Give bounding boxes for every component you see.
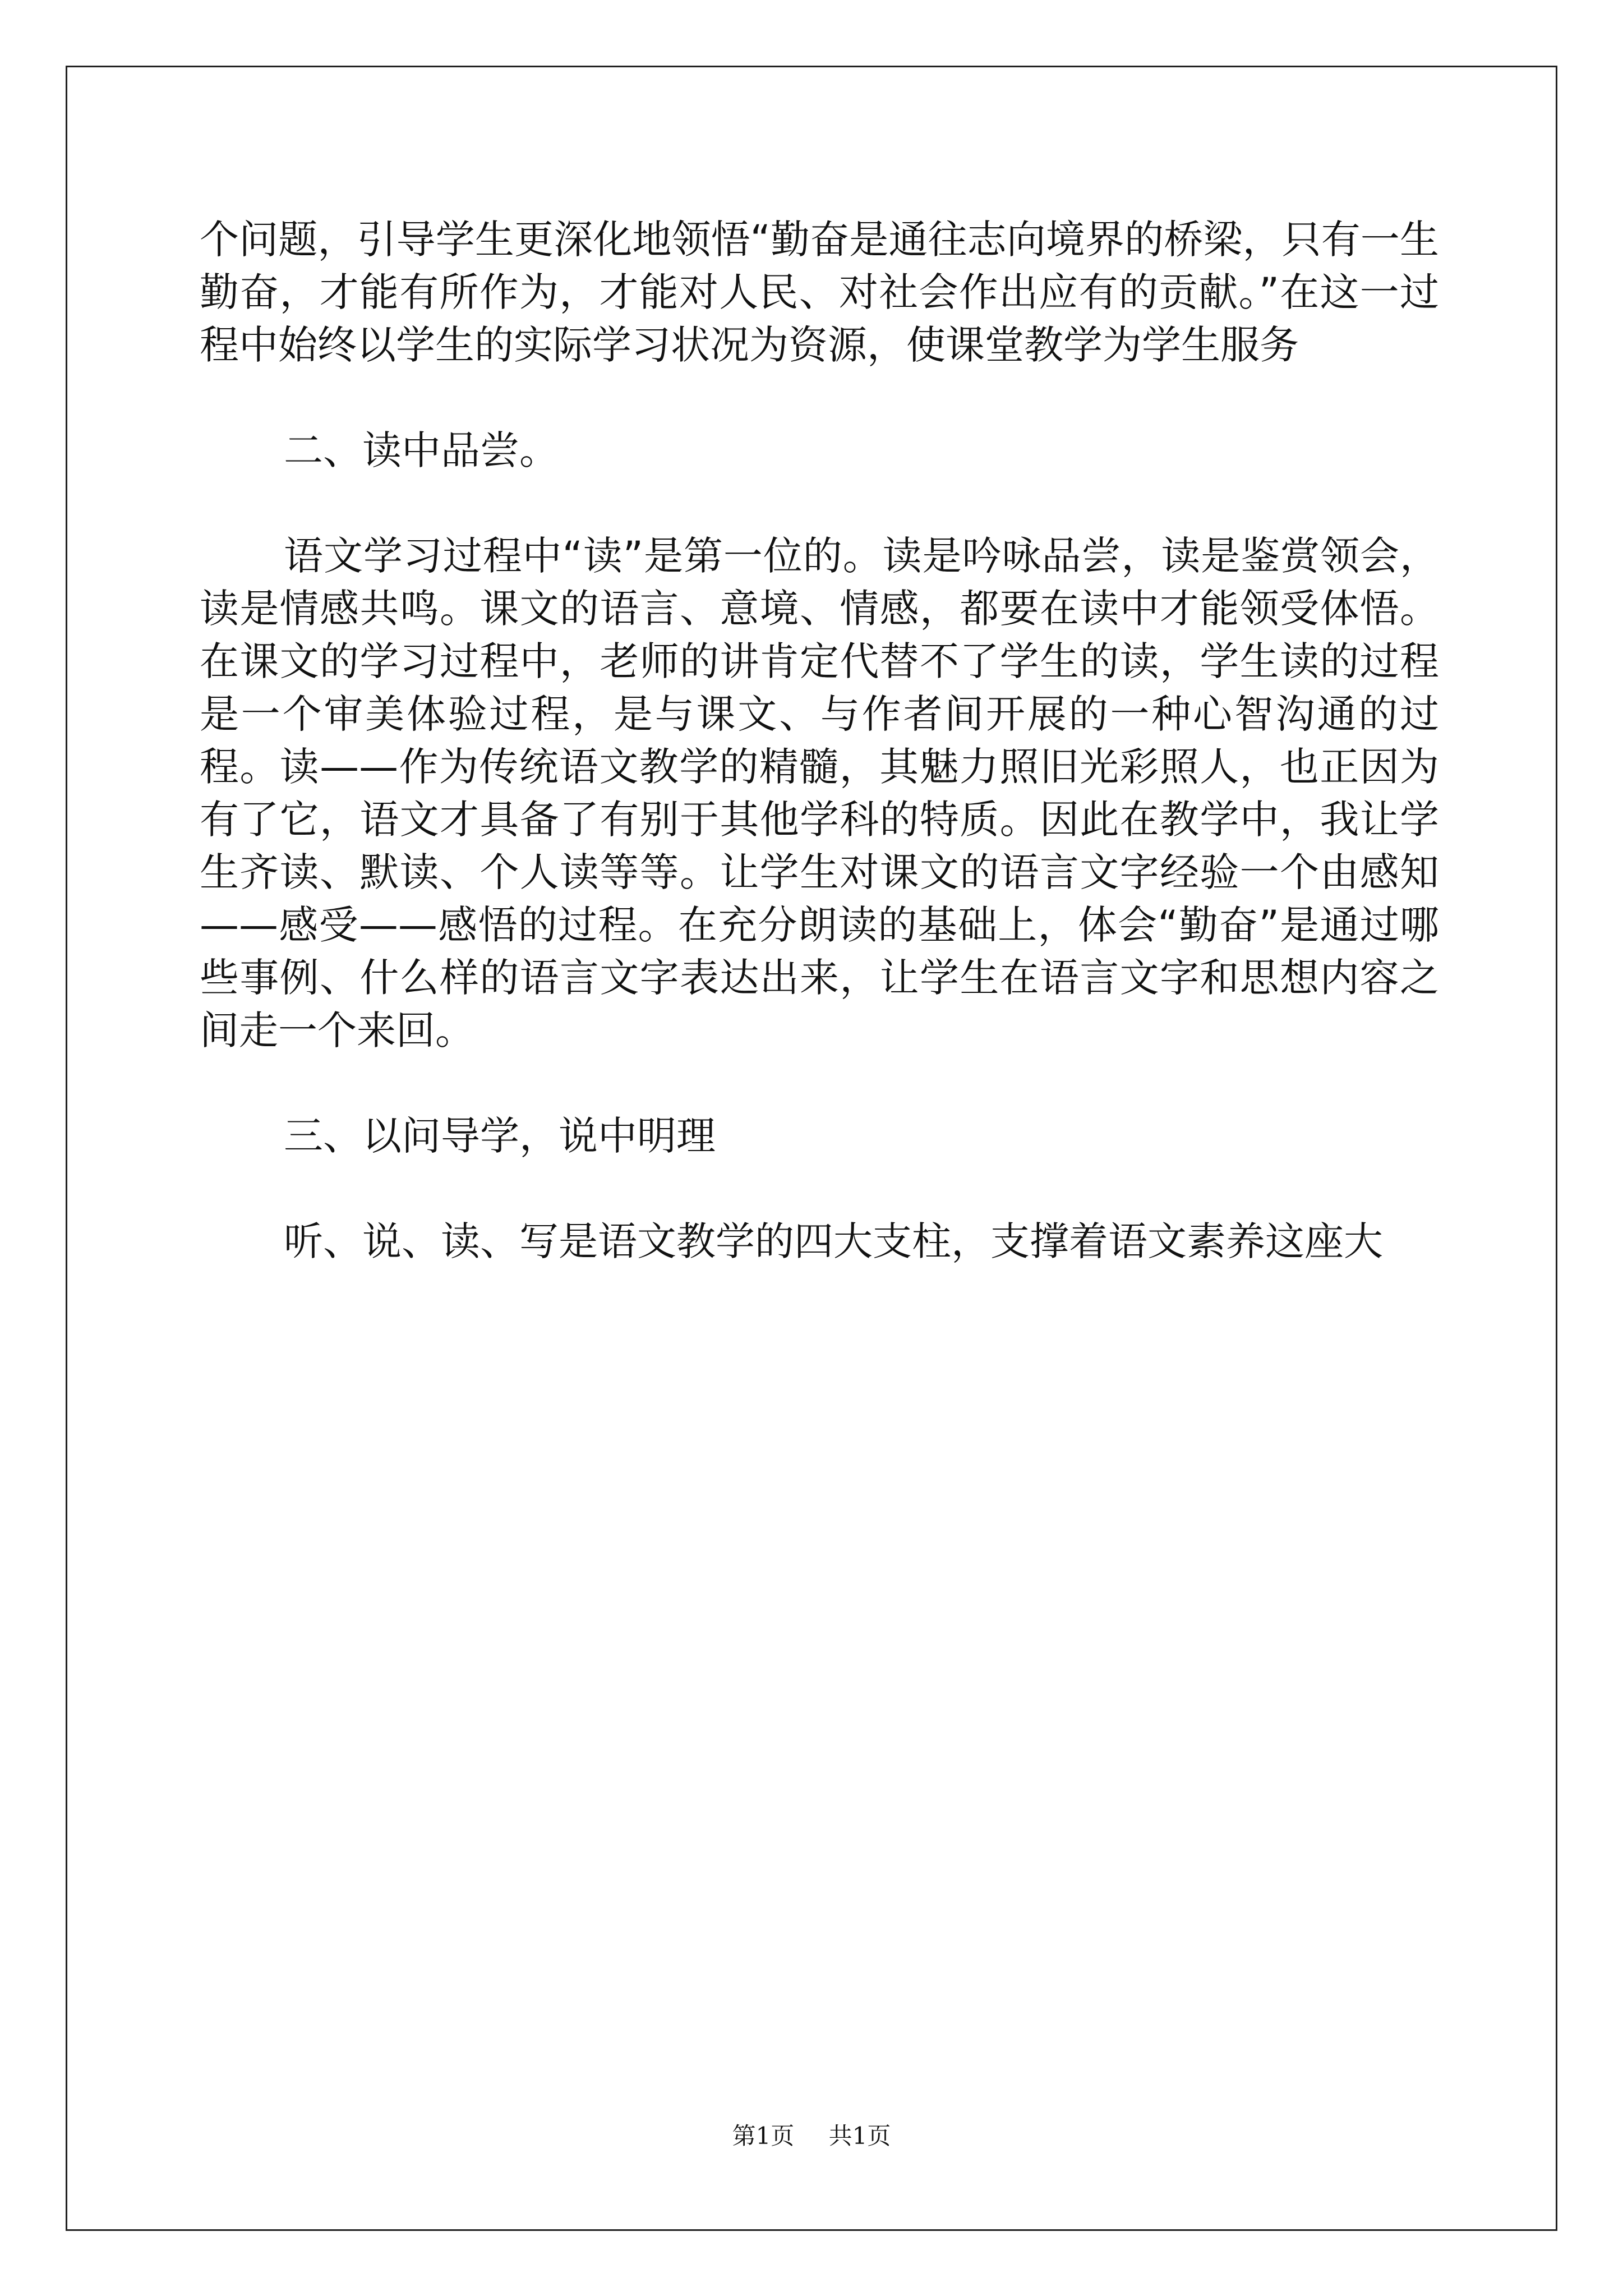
section-heading-3: 三、以问导学，说中明理 [284,1113,716,1159]
page-total: 共1页 [828,2122,891,2150]
section-heading-2: 二、读中品尝。 [284,427,559,473]
paragraph-last: 听、说、读、写是语文教学的四大支柱，支撑着语文素养这座大 [284,1218,1383,1264]
paragraph-reading: 语文学习过程中“读”是第一位的。读是吟咏品尝，读是鉴赏领会，读是情感共鸣。课文的语言、意境、情感，都要在读中才能领受体悟。在课文的学习过程中，老师的讲肯定代替不了学生的读，学生读的过程是一个审美体验过程，是与课文、与作者间开展的一种心智沟通的过程。读——作为传统语文教学的精髓，其魅力照旧光彩照人，也正因为有了它，语文才具备了有别于其他学科的特质。因此在教学中，我让学生齐读、默读、个人读等等。让学生对课文的语言文字经验一个由感知——感受——感悟的过程。在充分朗读的基础上，体会“勤奋”是通过哪些事例、什么样的语言文字表达出来，让学生在语言文字和思想内容之间走一个来回。 [200,533,1439,1053]
page-number: 第1页 [732,2122,795,2150]
page-footer [0,2118,1623,2151]
document-body [200,213,1439,1320]
paragraph-1: 个问题，引导学生更深化地领悟“勤奋是通往志向境界的桥梁，只有一生勤奋，才能有所作为，才能对人民、对社会作出应有的贡献。”在这一过程中始终以学生的实际学习状况为资源，使课堂教学为学生服务 [200,217,1439,368]
